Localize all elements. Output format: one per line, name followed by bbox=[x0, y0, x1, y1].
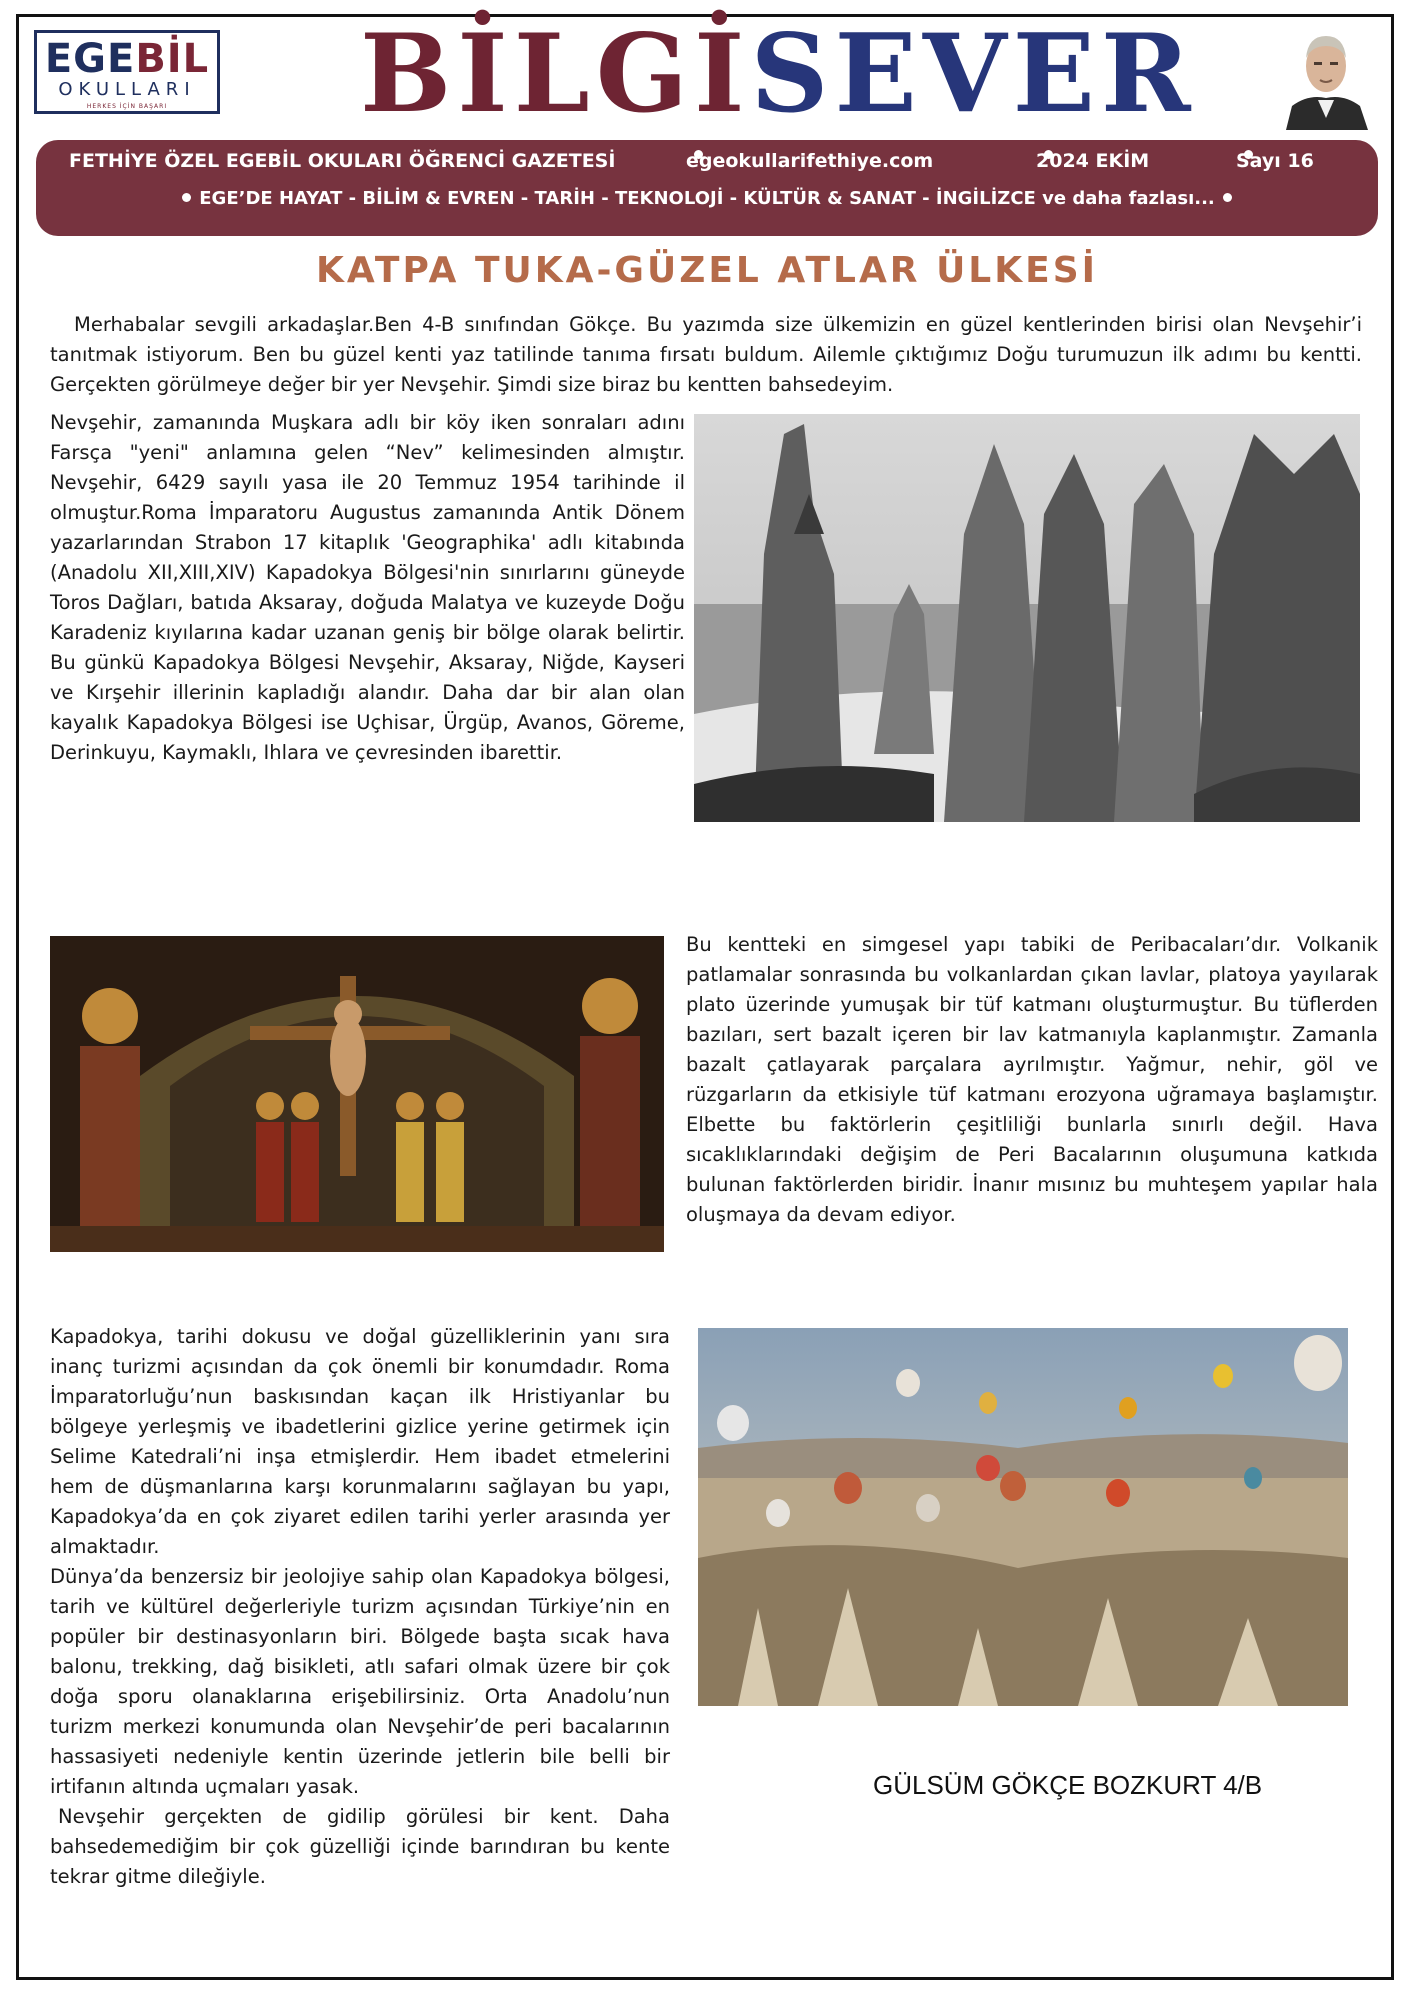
church-fresco-photo bbox=[50, 936, 664, 1252]
topics-text: EGE’DE HAYAT - BİLİM & EVREN - TARİH - TEKNOLOJİ - KÜLTÜR & SANAT - İNGİLİZCE ve daha fazlası... bbox=[199, 188, 1215, 209]
tourism-section bbox=[50, 1322, 670, 1892]
fairy-chimneys-photo bbox=[694, 414, 1360, 822]
author-byline: GÜLSÜM GÖKÇE BOZKURT 4/B bbox=[873, 1770, 1263, 1800]
school-name: FETHİYE ÖZEL EGEBİL OKULARI ÖĞRENCİ GAZETESİ bbox=[69, 150, 616, 172]
bullet-dot bbox=[1223, 193, 1232, 202]
logo-brand-b: BİL bbox=[135, 36, 210, 82]
header-band bbox=[36, 140, 1378, 236]
faith-tourism-text: Kapadokya, tarihi dokusu ve doğal güzelliklerinin yanı sıra inanç turizmi açısından da çok önemli bir konumdadır. Roma İmparatorluğu’nun baskısından kaçan ilk Hristiyanlar bu bölgeye yerleşmiş ve ibadetlerini gizlice yerine getirmek için Selime Katedrali’ni inşa etmişlerdir. Hem ibadet etmelerini hem de düşmanlarına karşı korunmalarını sağlayan bu yapı, Kapadokya’da en çok ziyaret edilen tarihi yerler arasında yer almaktadır. bbox=[50, 1325, 670, 1558]
masthead-title bbox=[360, 11, 1197, 137]
portrait-image bbox=[1278, 18, 1374, 130]
egebil-logo bbox=[34, 30, 220, 114]
hot-air-balloons-photo bbox=[698, 1328, 1348, 1706]
fairy-chimneys-paragraph bbox=[686, 930, 1378, 1230]
issue-date: 2024 EKİM bbox=[1036, 150, 1150, 172]
band-row-1 bbox=[36, 150, 1378, 176]
masthead-part2: SEVER bbox=[750, 11, 1197, 137]
fairy-chimneys-text: Bu kentteki en simgesel yapı tabiki de Peribacaları’dır. Volkanik patlamalar sonrasında bu volkanlardan çıkan lavlar, platoya yayılarak plato üzerinde yumuşak bir tüf katmanı oluşturmuştur. Bu tüflerden bazıları, sert bazalt içeren bir lav katmanıyla kaplanmıştır. Zamanla bazalt çatlayarak parçalara ayrılmıştır. Yağmur, nehir, göl ve rüzgarların da etkisiyle tüf katmanı erozyona uğramaya başlamıştır. Elbette bu faktörlerin çeşitliliği bunlarla sınırlı değil. Hava sıcaklıklarındaki değişim de Peri Bacalarının oluşumuna katkıda bulunan faktörlerden biridir. İnanır mısınız bu muhteşem yapılar hala oluşmaya da devam ediyor. bbox=[686, 933, 1378, 1226]
logo-tagline: HERKES İÇİN BAŞARI bbox=[86, 103, 168, 110]
intro-text: Merhabalar sevgili arkadaşlar.Ben 4-B sınıfından Gökçe. Bu yazımda size ülkemizin en güzel kentlerinden birisi olan Nevşehir’i tanıtmak istiyorum. Ben bu güzel kenti yaz tatilinde tanıma fırsatı buldum. Ailemle çıktığımız Doğu turumuzun ilk adımı bu kentti. Gerçekten görülmeye değer bir yer Nevşehir. Şimdi size biraz bu kentten bahsedeyim. bbox=[50, 313, 1362, 396]
logo-brand-a: EGE bbox=[44, 36, 136, 82]
band-topics bbox=[36, 188, 1378, 209]
bullet-dot bbox=[182, 193, 191, 202]
issue-number: Sayı 16 bbox=[1236, 150, 1314, 172]
intro-paragraph bbox=[50, 310, 1362, 400]
masthead-part1: BİLGİ bbox=[360, 11, 751, 137]
closing-text: Nevşehir gerçekten de gidilip görülesi bir kent. Daha bahsedemediğim bir çok güzelliği içinde barındıran bu kente tekrar gitme dileğiyle. bbox=[50, 1805, 670, 1888]
history-paragraph bbox=[50, 408, 685, 768]
website-link[interactable]: egeokullarifethiye.com bbox=[686, 150, 934, 172]
logo-sub: OKULLARI bbox=[58, 79, 196, 100]
history-text: Nevşehir, zamanında Muşkara adlı bir köy iken sonraları adını Farsça "yeni" anlamına gelen “Nev” kelimesinden almıştır. Nevşehir, 6429 sayılı yasa ile 20 Temmuz 1954 tarihinde il olmuştur.Roma İmparatoru Augustus zamanında Antik Dönem yazarlarından Strabon 17 kitaplık 'Geographika' adlı kitabında (Anadolu XII,XIII,XIV) Kapadokya Bölgesi'nin sınırlarını güneyde Toros Dağları, batıda Aksaray, doğuda Malatya ve kuzeyde Doğu Karadeniz kıyılarına kadar uzanan geniş bir bölge olarak belirtir. Bu günkü Kapadokya Bölgesi Nevşehir, Aksaray, Niğde, Kayseri ve Kırşehir illerinin kapladığı alandır. Daha dar bir alan olan kayalık Kapadokya Bölgesi ise Uçhisar, Ürgüp, Avanos, Göreme, Derinkuyu, Kaymaklı, Ihlara ve çevresinden ibarettir. bbox=[50, 411, 685, 764]
geology-tourism-text: Dünya’da benzersiz bir jeolojiye sahip olan Kapadokya bölgesi, tarih ve kültürel değerleriyle turizm açısından Türkiye’nin en popüler bir destinasyonların biri. Bölgede başta sıcak hava balonu, trekking, dağ bisikleti, atlı safari olmak üzere bir çok doğa sporu olanaklarına erişebilirsiniz. Orta Anadolu’nun turizm merkezi konumunda olan Nevşehir’de peri bacalarının hassasiyeti nedeniyle kentin üzerinde jetlerin bile belli bir irtifanın altında uçmaları yasak. bbox=[50, 1565, 670, 1798]
article-title: KATPA TUKA-GÜZEL ATLAR ÜLKESİ bbox=[315, 250, 1099, 291]
